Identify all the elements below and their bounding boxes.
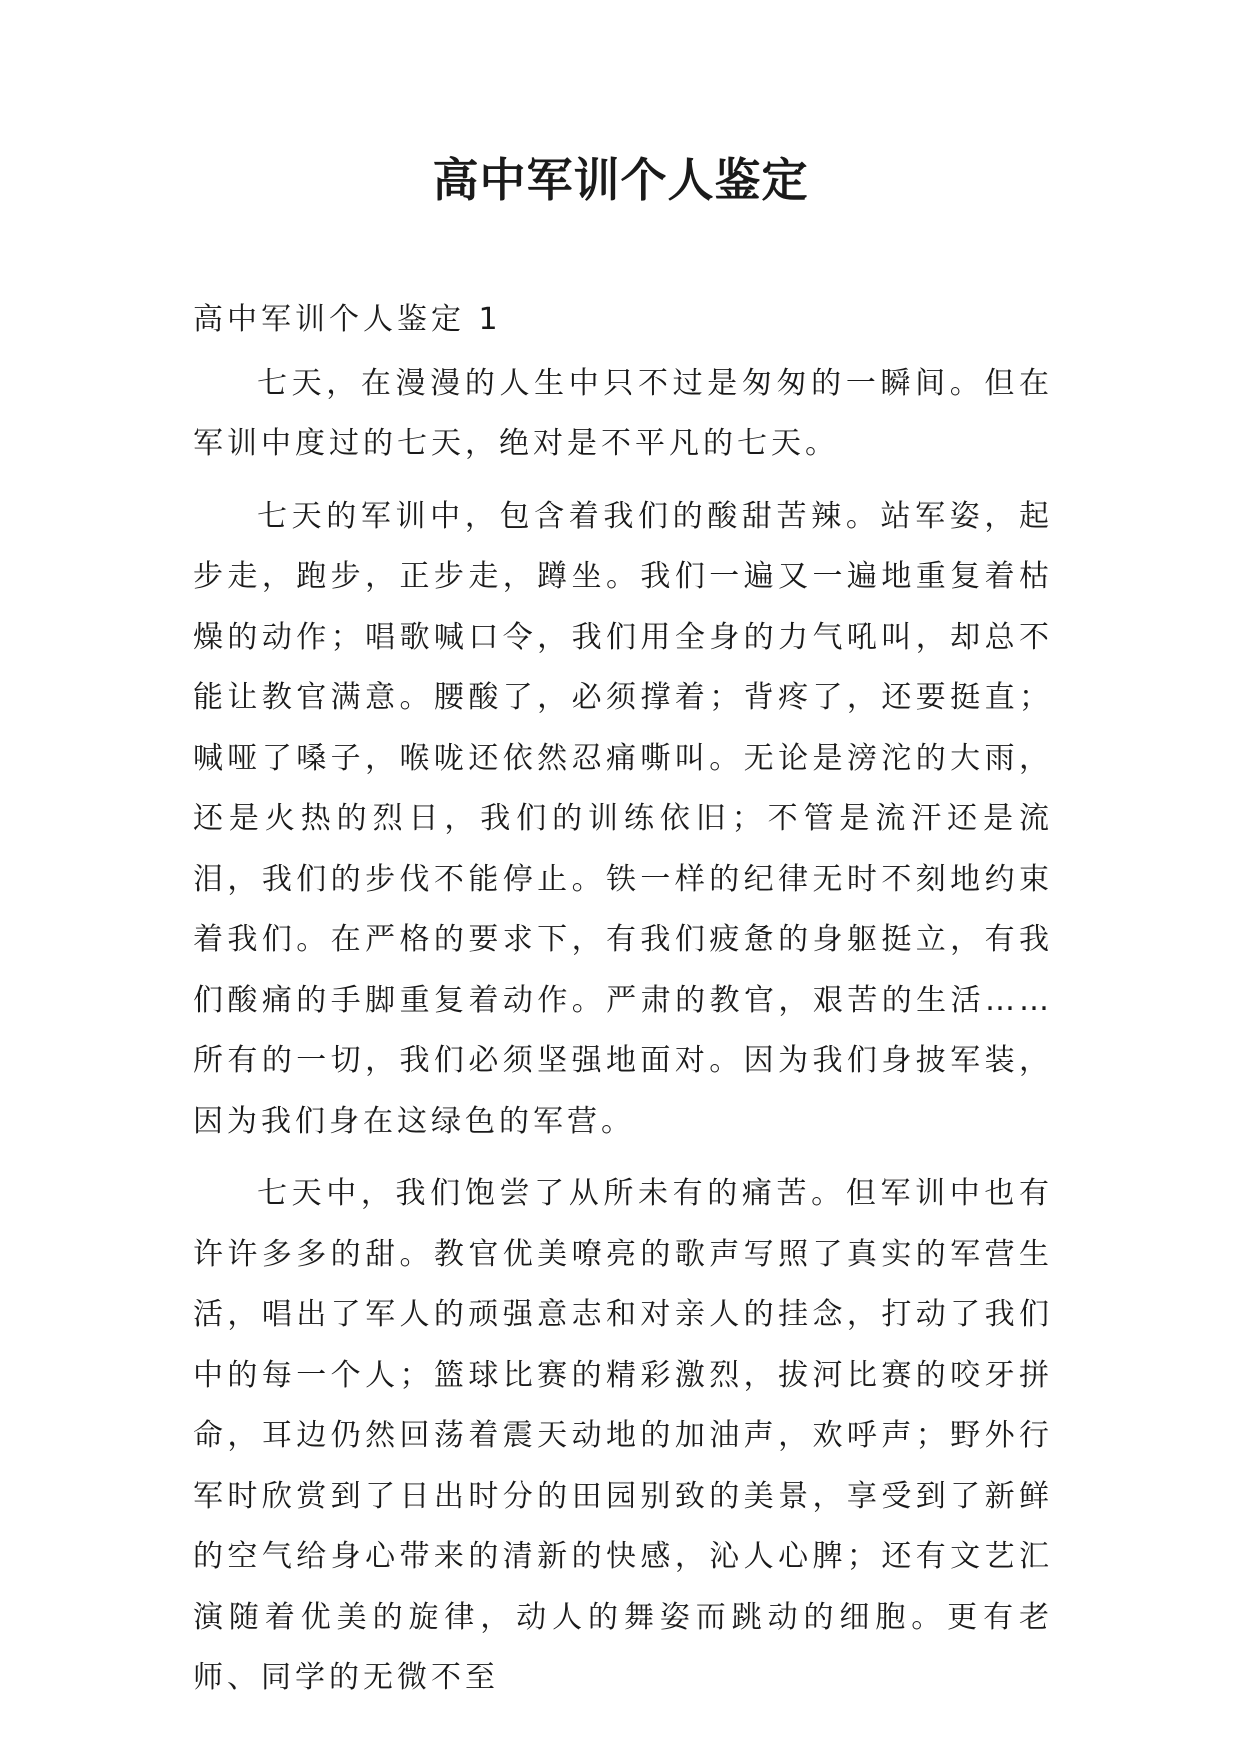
paragraph-1: 七天，在漫漫的人生中只不过是匆匆的一瞬间。但在军训中度过的七天，绝对是不平凡的七天。 (193, 365, 1053, 461)
section-heading: 高中军训个人鉴定 1 (193, 302, 502, 337)
document-title: 高中军训个人鉴定 (432, 153, 809, 207)
paragraph-2: 七天的军训中，包含着我们的酸甜苦辣。站军姿，起步走，跑步，正步走，蹲坐。我们一遍又一遍地重复着枯燥的动作；唱歌喊口令，我们用全身的力气吼叫，却总不能让教官满意。腰酸了，必须撑着；背疼了，还要挺直；喊哑了嗓子，喉咙还依然忍痛嘶叫。无论是滂沱的大雨，还是火热的烈日，我们的训练依旧；不管是流汗还是流泪，我们的步伐不能停止。铁一样的纪律无时不刻地约束着我们。在严格的要求下，有我们疲惫的身躯挺立，有我们酸痛的手脚重复着动作。严肃的教官，艰苦的生活……所有的一切，我们必须坚强地面对。因为我们身披军装，因为我们身在这绿色的军营。 (193, 498, 1053, 1139)
document-body (193, 290, 1053, 1721)
paragraph-3: 七天中，我们饱尝了从所未有的痛苦。但军训中也有许许多多的甜。教官优美嘹亮的歌声写照了真实的军营生活，唱出了军人的顽强意志和对亲人的挂念，打动了我们中的每一个人；篮球比赛的精彩激烈，拔河比赛的咬牙拼命，耳边仍然回荡着震天动地的加油声，欢呼声；野外行军时欣赏到了日出时分的田园别致的美景，享受到了新鲜的空气给身心带来的清新的快感，沁人心脾；还有文艺汇演随着优美的旋律，动人的舞姿而跳动的细胞。更有老师、同学的无微不至 (193, 1176, 1053, 1695)
